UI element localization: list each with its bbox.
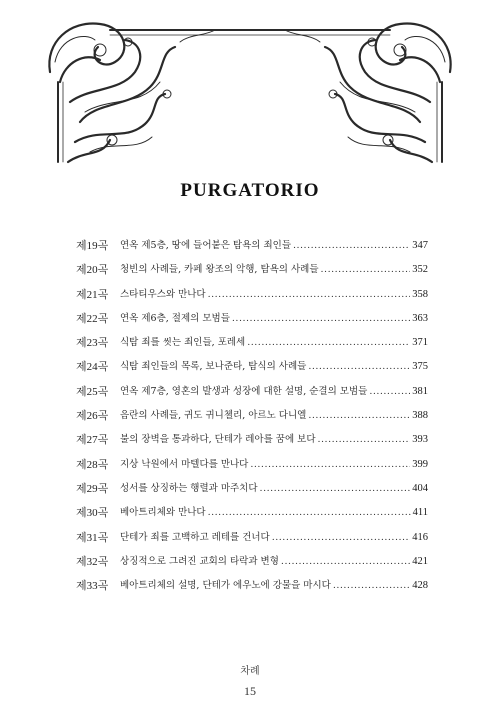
- ornamental-frame-illustration: [40, 12, 460, 170]
- toc-page-number: 381: [410, 380, 428, 404]
- toc-leader: [120, 477, 428, 501]
- toc-chapter-number: 제26곡: [76, 410, 109, 423]
- toc-entry: [76, 258, 428, 282]
- toc-entry: [76, 453, 428, 477]
- toc-leader: [120, 258, 428, 282]
- toc-chapter-number: 제28곡: [76, 458, 109, 471]
- toc-leader: [120, 453, 428, 477]
- toc-leader: [120, 283, 428, 307]
- toc-chapter-number: 제20곡: [76, 264, 109, 277]
- toc-entry: [76, 574, 428, 598]
- toc-chapter-title: 상징적으로 그려진 교회의 타락과 변형: [120, 555, 279, 567]
- toc-page-number: 393: [410, 428, 428, 452]
- toc-page-number: 416: [410, 526, 428, 550]
- toc-page-number: 399: [410, 453, 428, 477]
- toc-chapter-title: 연옥 제7층, 영혼의 발생과 성장에 대한 설명, 순결의 모범들: [120, 385, 368, 397]
- toc-chapter-number: 제29곡: [76, 482, 109, 495]
- toc-chapter-number: 제31곡: [76, 531, 109, 544]
- toc-chapter-title: 단테가 죄를 고백하고 레테를 건너다: [120, 531, 270, 543]
- toc-leader: [120, 355, 428, 379]
- toc-leader: [120, 574, 428, 598]
- toc-page-number: 375: [410, 355, 428, 379]
- toc-chapter-number: 제25곡: [76, 385, 109, 398]
- toc-chapter-title: 스타티우스와 만나다: [120, 288, 206, 300]
- toc-entry: [76, 355, 428, 379]
- toc-leader: [120, 380, 428, 404]
- toc-chapter-title: 베아트리체와 만나다: [120, 507, 206, 519]
- toc-page-number: 352: [410, 258, 428, 282]
- toc-chapter-title: 베아트리체의 설명, 단테가 에우노에 강물을 마시다: [120, 580, 331, 592]
- toc-chapter-number: 제24곡: [76, 361, 109, 374]
- toc-chapter-number: 제19곡: [76, 240, 109, 252]
- toc-page-number: 428: [410, 574, 428, 598]
- toc-entry: [76, 283, 428, 307]
- toc-page-number: 371: [410, 331, 428, 355]
- toc-chapter-title: 식탐 죄인들의 목록, 보나준타, 탐식의 사례들: [120, 361, 307, 373]
- toc-page-number: 388: [410, 404, 428, 428]
- toc-leader: [120, 404, 428, 428]
- toc-entry: [76, 404, 428, 428]
- toc-leader: [120, 331, 428, 355]
- toc-chapter-title: 식탐 죄를 씻는 죄인들, 포레세: [120, 337, 246, 349]
- toc-page-number: 363: [410, 307, 428, 331]
- toc-chapter-number: 제23곡: [76, 337, 109, 350]
- toc-entry: [76, 477, 428, 501]
- toc-page-number: 411: [411, 501, 428, 525]
- toc-leader: [120, 234, 428, 258]
- toc-page-number: 404: [410, 477, 428, 501]
- toc-chapter-title: 연옥 제5층, 땅에 들어붙은 탐욕의 죄인들: [120, 240, 291, 251]
- toc-entry: [76, 428, 428, 452]
- toc-leader: [120, 307, 428, 331]
- toc-chapter-title: 청빈의 사례들, 카페 왕조의 악행, 탐욕의 사례들: [120, 264, 319, 276]
- toc-chapter-title: 음란의 사례들, 귀도 귀니첼리, 아르노 다니엘: [120, 410, 307, 422]
- toc-chapter-title: 불의 장벽을 통과하다, 단테가 레아를 꿈에 보다: [120, 434, 316, 446]
- toc-chapter-number: 제32곡: [76, 555, 109, 568]
- toc-entry: [76, 234, 428, 258]
- toc-entry: [76, 307, 428, 331]
- toc-chapter-number: 제27곡: [76, 434, 109, 447]
- toc-chapter-number: 제33곡: [76, 580, 109, 593]
- toc-chapter-number: 제30곡: [76, 507, 109, 520]
- toc-entry: [76, 501, 428, 525]
- toc-chapter-title: 연옥 제6층, 절제의 모범들: [120, 312, 230, 324]
- toc-leader: [120, 428, 428, 452]
- toc-page-number: 347: [410, 234, 428, 258]
- toc-entry: [76, 550, 428, 574]
- footer-label: 차례: [240, 666, 260, 677]
- toc-page-number: 358: [410, 283, 428, 307]
- toc-chapter-title: 성서를 상징하는 행렬과 마주치다: [120, 482, 258, 494]
- toc-leader: [120, 550, 428, 574]
- toc-page-number: 421: [410, 550, 428, 574]
- toc-chapter-number: 제21곡: [76, 288, 109, 301]
- toc-entry: [76, 380, 428, 404]
- toc-entry: [76, 526, 428, 550]
- table-of-contents: [76, 234, 428, 598]
- toc-leader: [120, 526, 428, 550]
- section-title: PURGATORIO: [180, 180, 320, 201]
- toc-chapter-title: 지상 낙원에서 마텔다를 만나다: [120, 458, 249, 470]
- page-number: 15: [244, 684, 256, 698]
- toc-entry: [76, 331, 428, 355]
- toc-chapter-number: 제22곡: [76, 312, 109, 325]
- toc-leader: [120, 501, 428, 525]
